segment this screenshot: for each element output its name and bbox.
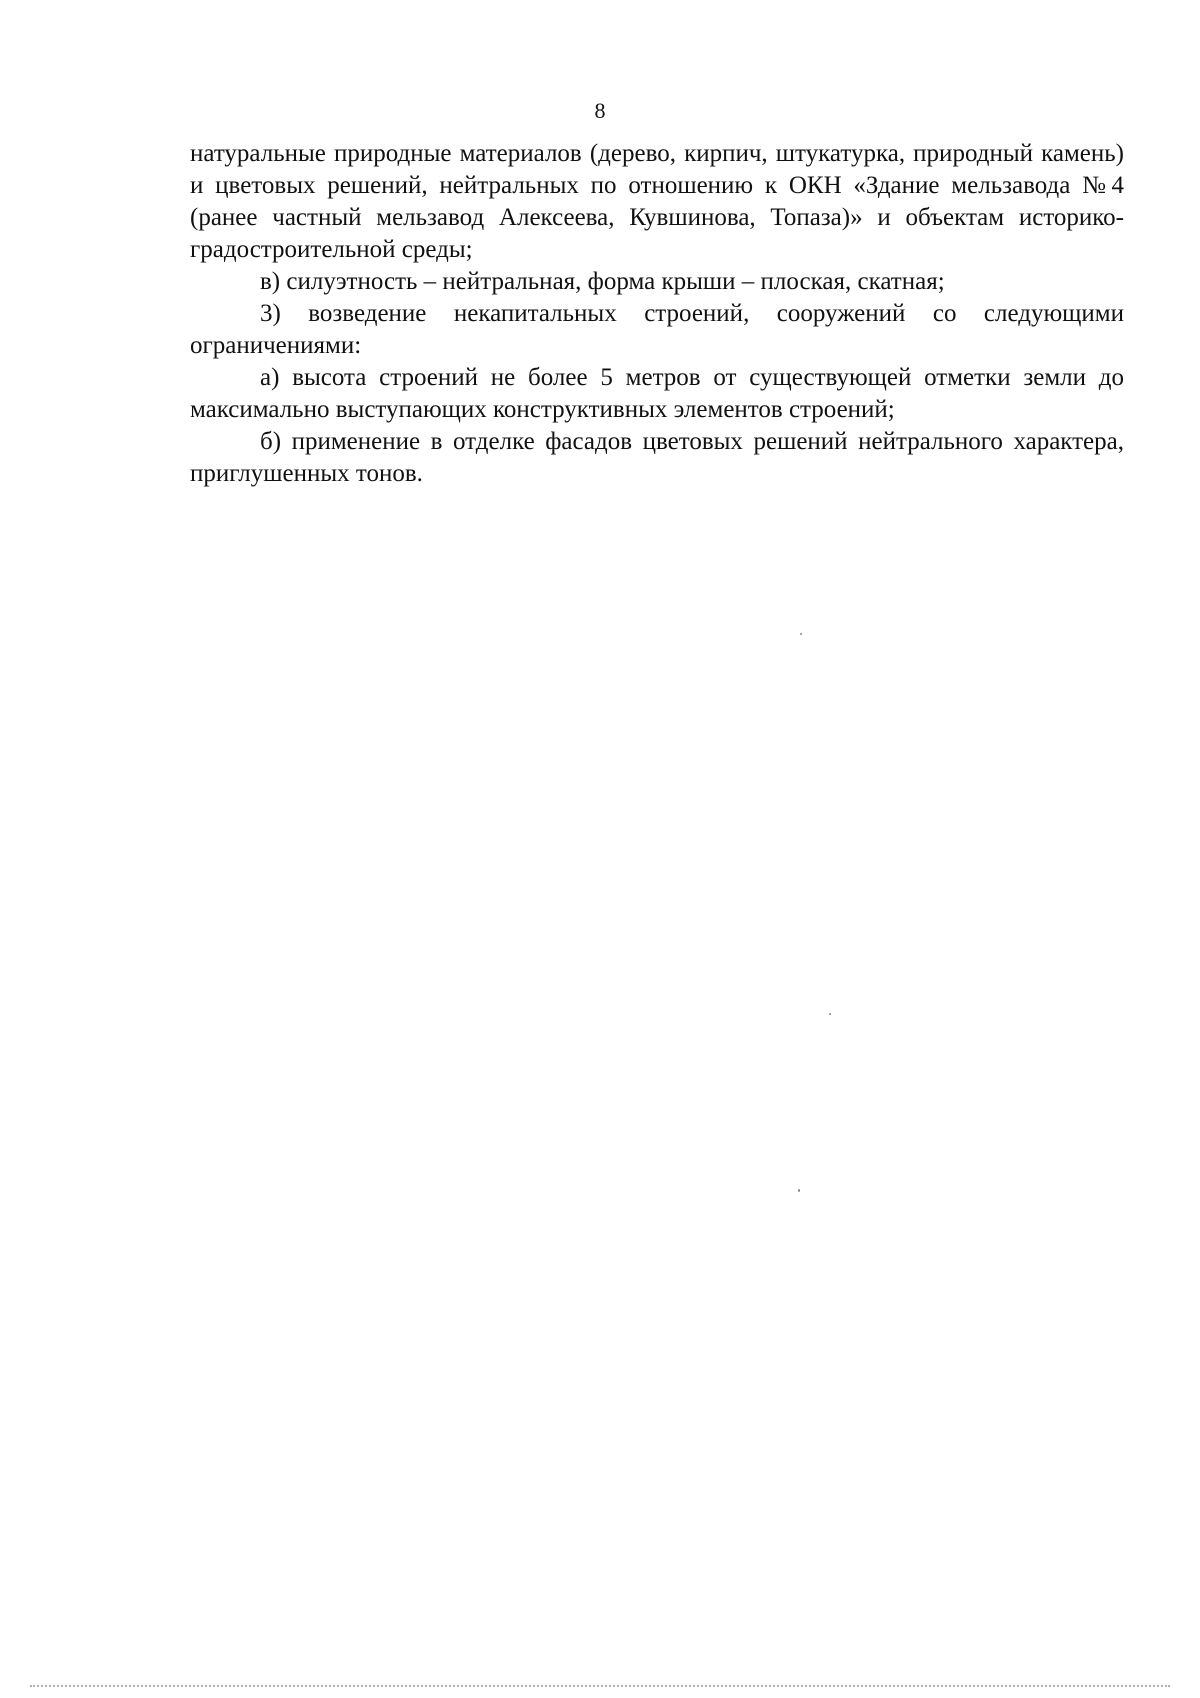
- paragraph-item-3-temporary-structures: 3) возведение некапитальных строений, сооружений со следующими ограничениями:: [190, 300, 1124, 359]
- body-text: [190, 138, 1124, 490]
- scan-speck: [798, 1189, 800, 1192]
- paragraph-item-a-height-limit: а) высота строений не более 5 метров от существующей отметки земли до максимально выступающих конструктивных элементов строений;: [190, 364, 1124, 423]
- page-number: 8: [594, 98, 606, 123]
- scan-edge-artifact: [30, 1685, 1170, 1687]
- paragraph-continuation: натуральные природные материалов (дерево, кирпич, штукатурка, природный камень) и цветовых решений, нейтральных по отношению к ОКН «Здание мельзавода №4 (ранее частный мельзавод Алексеева, Кувшинова, Топаза)» и объектам историко-градостроительной среды;: [190, 140, 1124, 263]
- paragraph-item-v-silhouette: в) силуэтность – нейтральная, форма крыши – плоская, скатная;: [260, 268, 945, 295]
- paragraph-item-b-facade-colors: б) применение в отделке фасадов цветовых решений нейтрального характера, приглушенных тонов.: [190, 428, 1124, 487]
- scan-speck: [829, 1013, 831, 1015]
- scan-speck: [800, 633, 802, 635]
